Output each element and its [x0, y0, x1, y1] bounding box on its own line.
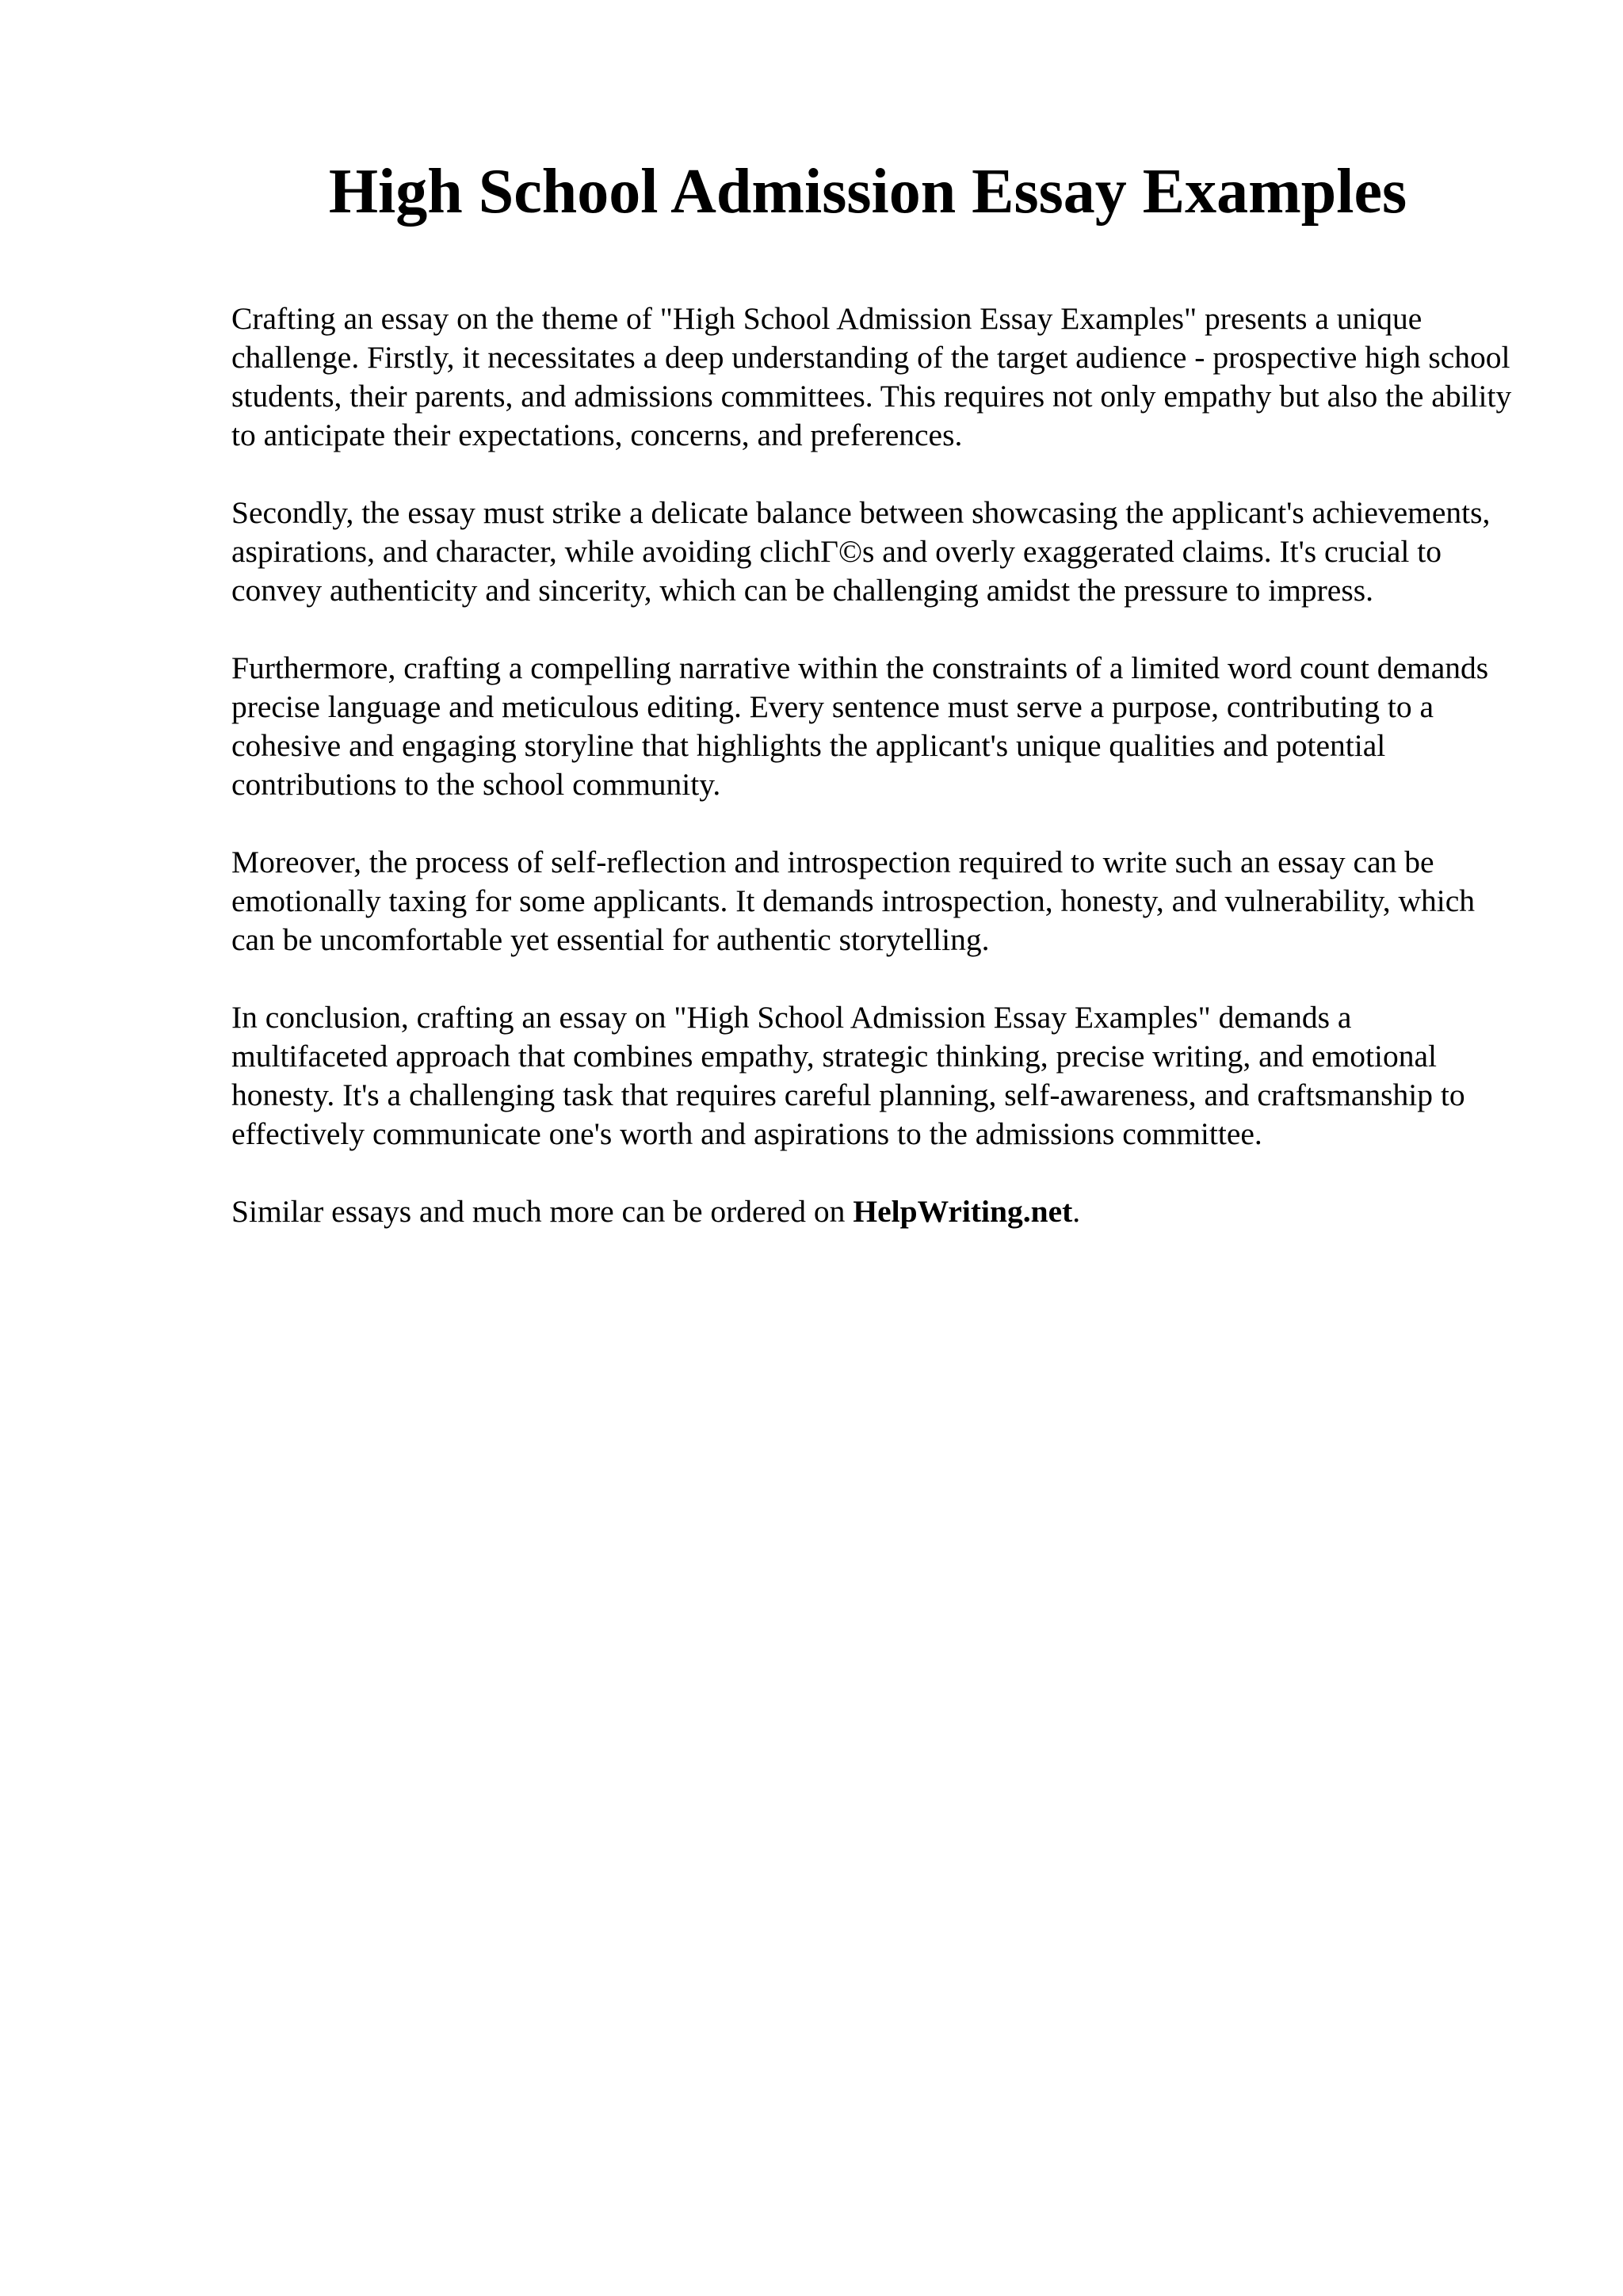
page-title: High School Admission Essay Examples: [328, 157, 1407, 227]
closing-line: [231, 1192, 1515, 1231]
paragraph-reflection: Moreover, the process of self-reflection and introspection required to write such an essay can be emotionally taxing for some applicants. It demands introspection, honesty, and vulnerability, which can be uncomfortable yet essential for authentic storytelling.: [231, 845, 1476, 957]
paragraph-balance: Secondly, the essay must strike a delicate balance between showcasing the applicant's achievements, aspirations, and character, while avoiding clichΓ©s and overly exaggerated claims. It's crucial to convey authenticity and sincerity, which can be challenging amidst the pressure to impress.: [231, 495, 1491, 608]
paragraph-intro: Crafting an essay on the theme of "High School Admission Essay Examples" presents a unique challenge. Firstly, it necessitates a deep understanding of the target audience - prospective high school students, their parents, and admissions committees. This requires not only empathy but also the ability to anticipate their expectations, concerns, and preferences.: [231, 301, 1512, 452]
closing-suffix: .: [1072, 1194, 1081, 1229]
closing-prefix: Similar essays and much more can be ordered on: [231, 1194, 846, 1229]
paragraph-conclusion: In conclusion, crafting an essay on "High School Admission Essay Examples" demands a multifaceted approach that combines empathy, strategic thinking, precise writing, and emotional honesty. It's a challenging task that requires careful planning, self-awareness, and craftsmanship to effectively communicate one's worth and aspirations to the admissions committee.: [231, 1000, 1465, 1151]
essay-body: [231, 299, 1515, 1231]
paragraph-narrative: Furthermore, crafting a compelling narrative within the constraints of a limited word count demands precise language and meticulous editing. Every sentence must serve a purpose, contributing to a cohesive and engaging storyline that highlights the applicant's unique qualities and potential contributions to the school community.: [231, 650, 1489, 802]
brand-name: HelpWriting.net: [853, 1194, 1073, 1229]
